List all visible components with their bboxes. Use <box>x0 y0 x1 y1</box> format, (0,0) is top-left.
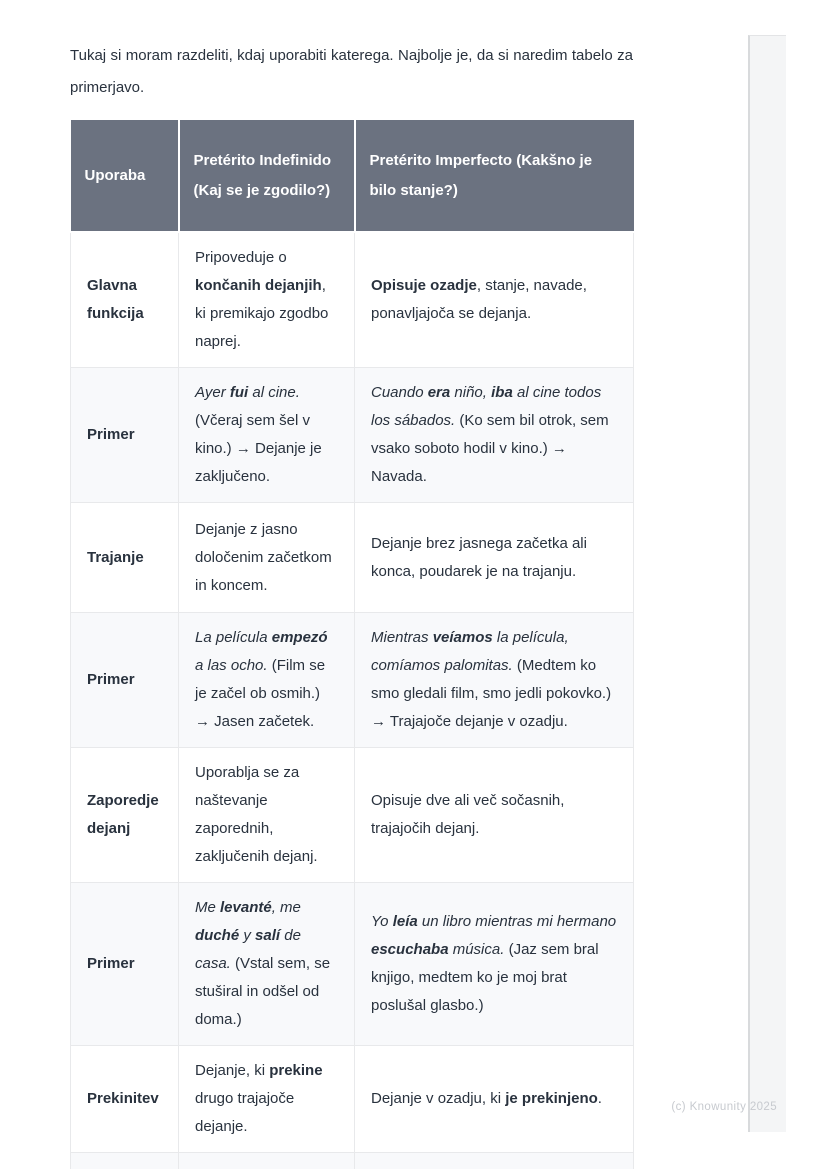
text-segment: (Vstal sem, se stuširal in odšel od doma.) <box>195 955 331 1028</box>
table-row <box>71 503 634 613</box>
row-label-cell: Glavna funkcija <box>71 232 179 368</box>
text-segment: (Medtem ko smo gledali film, smo jedli pokovko.) → Trajajoče dejanje v ozadju. <box>371 657 612 730</box>
watermark: (c) Knowunity 2025 <box>671 1101 777 1113</box>
indefinido-cell <box>179 883 355 1046</box>
header-cell-imperfecto: Pretérito Imperfecto (Kakšno je bilo stanje?) <box>355 120 634 232</box>
row-label-cell: Prekinitev <box>71 1046 179 1153</box>
text-segment: al cine. <box>248 384 300 401</box>
imperfecto-cell <box>355 748 634 883</box>
table-row <box>71 232 634 368</box>
text-segment: Ayer <box>195 384 230 401</box>
text-segment: Opisuje dve ali več sočasnih, trajajočih dejanj. <box>371 792 565 837</box>
text-segment: Uporablja se za naštevanje zaporednih, zaključenih dejanj. <box>195 764 318 865</box>
text-segment: (Film se je začel ob osmih.) → Jasen začetek. <box>195 657 326 730</box>
indefinido-cell <box>179 613 355 748</box>
row-label-cell: Primer <box>71 883 179 1046</box>
text-segment: salí <box>255 927 281 944</box>
text-segment: Pripoveduje o <box>195 249 287 266</box>
text-segment: fui <box>229 384 249 401</box>
header-cell-uporaba: Uporaba <box>71 120 179 232</box>
intro-paragraph: Tukaj si moram razdeliti, kdaj uporabiti katerega. Najbolje je, da si naredim tabelo za primerjavo. <box>70 47 633 96</box>
text-segment: la película, comíamos palomitas. <box>371 629 569 674</box>
text-segment: empezó <box>271 629 328 646</box>
row-label-cell: Primer <box>71 368 179 503</box>
text-segment: veíamos <box>432 629 493 646</box>
text-segment: un libro mientras mi hermano <box>417 913 617 930</box>
text-segment: leía <box>392 913 418 930</box>
imperfecto-cell <box>355 1153 634 1169</box>
indefinido-cell <box>179 232 355 368</box>
table-row <box>71 1046 634 1153</box>
text-segment: levanté <box>220 899 272 916</box>
table-header <box>71 120 634 232</box>
text-segment: Mientras <box>371 629 433 646</box>
table-row <box>71 613 634 748</box>
row-label-cell <box>71 1153 179 1169</box>
text-segment: Dejanje brez jasnega začetka ali konca, poudarek je na trajanju. <box>371 534 587 580</box>
text-segment: (Včeraj sem šel v kino.) → Dejanje je zaključeno. <box>195 412 322 485</box>
imperfecto-cell <box>355 883 634 1046</box>
text-segment: . <box>597 1090 602 1107</box>
text-segment: je prekinjeno <box>505 1090 598 1107</box>
comparison-table <box>70 120 634 1169</box>
table-row <box>71 883 634 1046</box>
text-segment: Yo <box>371 913 393 930</box>
text-segment: duché <box>195 927 240 944</box>
row-label-cell: Trajanje <box>71 503 179 613</box>
text-segment: de casa. <box>195 927 301 972</box>
indefinido-cell <box>179 748 355 883</box>
row-label-cell: Zaporedje dejanj <box>71 748 179 883</box>
text-segment: (Ko sem bil otrok, sem vsako soboto hodil v kino.) → Navada. <box>371 412 609 485</box>
text-segment: Opisuje ozadje <box>371 277 477 294</box>
text-segment: niño, <box>450 384 492 401</box>
indefinido-cell <box>179 368 355 503</box>
table-header-row <box>71 120 634 232</box>
header-cell-indefinido: Pretérito Indefinido (Kaj se je zgodilo?) <box>179 120 355 232</box>
text-segment: a las ocho. <box>195 657 268 674</box>
table-body <box>71 232 634 1169</box>
text-segment: al cine todos los sábados. <box>371 384 602 429</box>
imperfecto-cell <box>355 503 634 613</box>
document-page <box>70 40 633 1169</box>
text-segment: Dejanje, ki <box>195 1062 270 1079</box>
text-segment: končanih dejanjih <box>195 277 322 294</box>
text-segment: prekine <box>269 1062 323 1079</box>
text-segment: , ki premikajo zgodbo naprej. <box>195 277 329 350</box>
text-segment: , me <box>271 899 301 916</box>
imperfecto-cell <box>355 368 634 503</box>
text-segment: , stanje, navade, ponavljajoča se dejanja. <box>371 277 587 322</box>
text-segment: Cuando <box>371 384 428 401</box>
imperfecto-cell <box>355 1046 634 1153</box>
text-segment: (Jaz sem bral knjigo, medtem ko je moj brat poslušal glasbo.) <box>371 941 599 1014</box>
text-segment: Dejanje v ozadju, ki <box>371 1090 506 1107</box>
text-segment: escuchaba <box>371 941 449 958</box>
text-segment: Me <box>195 899 221 916</box>
next-page-edge[interactable] <box>748 35 786 1132</box>
text-segment: era <box>427 384 451 401</box>
imperfecto-cell <box>355 232 634 368</box>
text-segment: música. <box>448 941 505 958</box>
row-label-cell: Primer <box>71 613 179 748</box>
text-segment: drugo trajajoče dejanje. <box>195 1090 295 1135</box>
text-segment: iba <box>491 384 513 401</box>
table-row <box>71 748 634 883</box>
table-row <box>71 368 634 503</box>
text-segment: Dejanje z jasno določenim začetkom in koncem. <box>195 520 332 594</box>
table-row-partial <box>71 1153 634 1169</box>
indefinido-cell <box>179 1153 355 1169</box>
indefinido-cell <box>179 1046 355 1153</box>
indefinido-cell <box>179 503 355 613</box>
text-segment: y <box>239 927 256 944</box>
text-segment: La película <box>195 629 272 646</box>
imperfecto-cell <box>355 613 634 748</box>
